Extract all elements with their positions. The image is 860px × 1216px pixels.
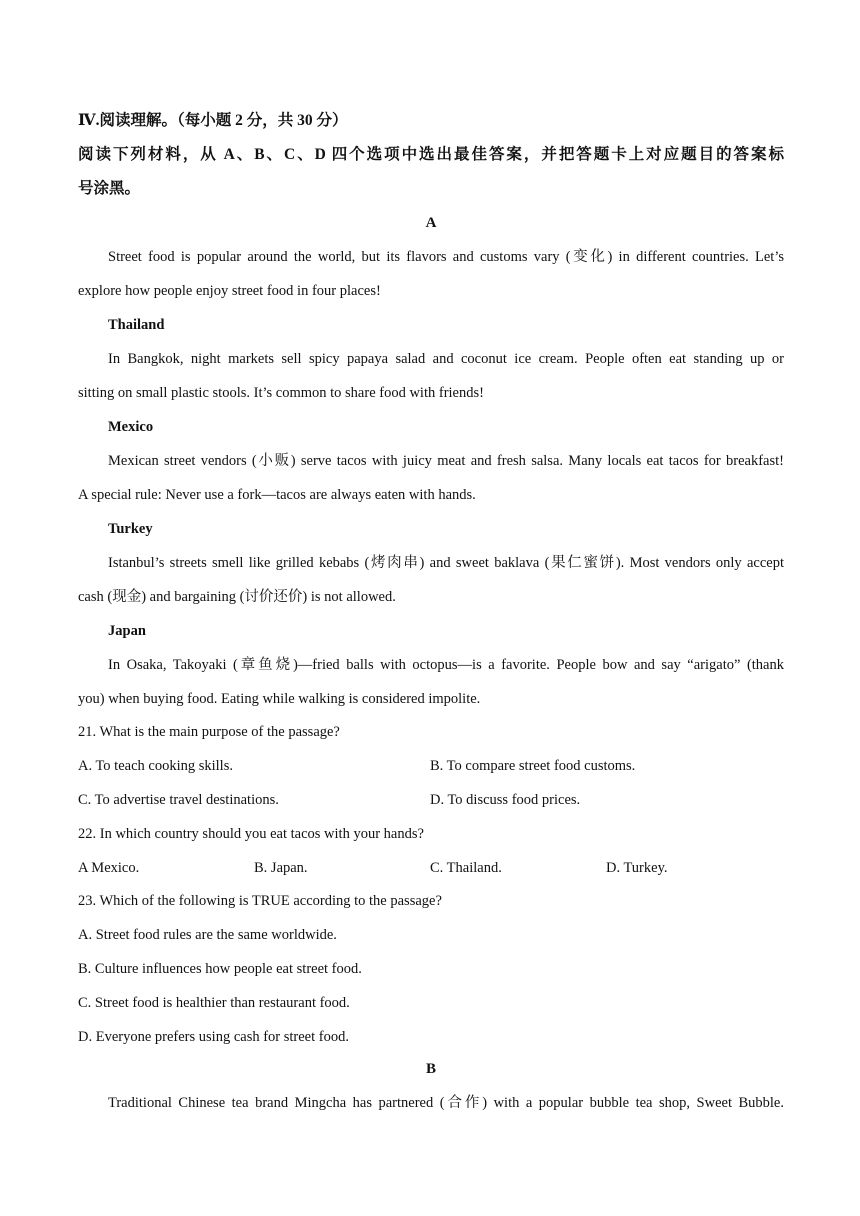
- mexico-heading: Mexico: [108, 419, 154, 435]
- japan-line1: In Osaka, Takoyaki (章鱼烧)—fried balls with octopus—is a favorite. People bow and say “arigato” (thank: [108, 657, 784, 673]
- passage-a-intro-line2: explore how people enjoy street food in four places!: [78, 283, 381, 299]
- question-21-option-d[interactable]: D. To discuss food prices.: [430, 792, 581, 808]
- passage-b-line1: Traditional Chinese tea brand Mingcha has partnered (合作) with a popular bubble tea shop, Sweet Bubble.: [108, 1095, 784, 1111]
- question-23-option-b[interactable]: B. Culture influences how people eat street food.: [78, 961, 362, 977]
- section-title: Ⅳ.阅读理解。（每小题 2 分，共 30 分）: [78, 112, 348, 129]
- question-21-option-c[interactable]: C. To advertise travel destinations.: [78, 792, 279, 808]
- question-21-option-a[interactable]: A. To teach cooking skills.: [78, 758, 233, 774]
- turkey-heading: Turkey: [108, 521, 153, 537]
- passage-b-letter: B: [425, 1061, 436, 1077]
- question-23-option-c[interactable]: C. Street food is healthier than restaurant food.: [78, 995, 350, 1011]
- section-instruction-line2: 号涂黑。: [78, 180, 141, 197]
- thailand-heading: Thailand: [108, 317, 165, 333]
- question-23-option-a[interactable]: A. Street food rules are the same worldwide.: [78, 927, 337, 943]
- question-22-option-d[interactable]: D. Turkey.: [606, 860, 668, 876]
- turkey-line2: cash (现金) and bargaining (讨价还价) is not allowed.: [78, 589, 396, 605]
- thailand-line1: In Bangkok, night markets sell spicy papaya salad and coconut ice cream. People often eat standing up or: [108, 351, 784, 367]
- question-22-stem: 22. In which country should you eat tacos with your hands?: [78, 826, 424, 842]
- mexico-line2: A special rule: Never use a fork—tacos are always eaten with hands.: [78, 487, 476, 503]
- passage-a-intro-line1: Street food is popular around the world, but its flavors and customs vary (变化) in different countries. Let’s: [108, 249, 784, 265]
- japan-heading: Japan: [108, 623, 146, 639]
- mexico-line1: Mexican street vendors (小贩) serve tacos with juicy meat and fresh salsa. Many locals eat tacos for breakfast!: [108, 453, 784, 469]
- question-21-option-b[interactable]: B. To compare street food customs.: [430, 758, 636, 774]
- question-22-option-c[interactable]: C. Thailand.: [430, 860, 502, 876]
- question-22-option-a[interactable]: A Mexico.: [78, 860, 140, 876]
- question-23-stem: 23. Which of the following is TRUE according to the passage?: [78, 893, 442, 909]
- question-22-option-b[interactable]: B. Japan.: [254, 860, 308, 876]
- thailand-line2: sitting on small plastic stools. It’s common to share food with friends!: [78, 385, 484, 401]
- japan-line2: you) when buying food. Eating while walking is considered impolite.: [78, 691, 481, 707]
- section-instruction-line1: 阅读下列材料，从 A、B、C、D 四个选项中选出最佳答案，并把答题卡上对应题目的答案标: [78, 146, 784, 163]
- passage-a-letter: A: [425, 215, 437, 231]
- turkey-line1: Istanbul’s streets smell like grilled kebabs (烤肉串) and sweet baklava (果仁蜜饼). Most vendors only accept: [108, 555, 784, 571]
- question-23-option-d[interactable]: D. Everyone prefers using cash for street food.: [78, 1029, 349, 1045]
- question-21-stem: 21. What is the main purpose of the passage?: [78, 724, 340, 740]
